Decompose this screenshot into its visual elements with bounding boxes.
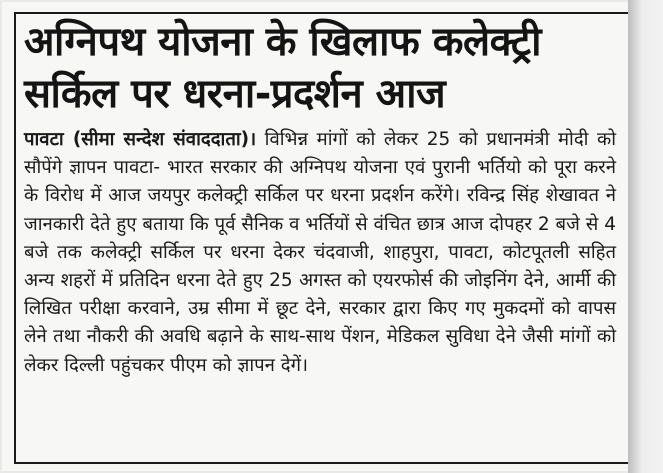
article-body [24,126,616,380]
article-headline: अग्निपथ योजना के खिलाफ कलेक्ट्री सर्किल पर धरना-प्रदर्शन आज [24,19,541,117]
article-body-text: विभिन्न मांगों को लेकर 25 को प्रधानमंत्री मोदी को सौपेंगे ज्ञापन पावटा- भारत सरकार की अग्निपथ योजना एवं पुरानी भर्तियो को पूरा करने के विरोध में आज जयपुर कलेक्ट्री सर्किल पर धरना प्रदर्शन करेंगे। रविन्द्र सिंह शेखावत ने जानकारी देते हुए बताया कि पूर्व सैनिक व भर्तियों से वंचित छात्र आज दोपहर 2 बजे से 4 बजे तक कलेक्ट्री सर्किल पर धरना देकर चंदवाजी, शाहपुरा, पावटा, कोटपूतली सहित अन्य शहरों में प्रतिदिन धरना देते हुए 25 अगस्त को एयरफोर्स की जोइनिंग देने, आर्मी की लिखित परीक्षा करवाने, उम्र सीमा में छूट देने, सरकार द्वारा किए गए मुकदमों को वापस लेने तथा नौकरी की अवधि बढ़ाने के साथ-साथ पेंशन, मेडिकल सुविधा देने जैसी मांगों को लेकर दिल्ली पहुंचकर पीएम को ज्ञापन देगें। [24,129,616,376]
article-dateline: पावटा (सीमा सन्देश संवाददाता)। [24,129,257,150]
page-edge-shadow [628,0,663,473]
